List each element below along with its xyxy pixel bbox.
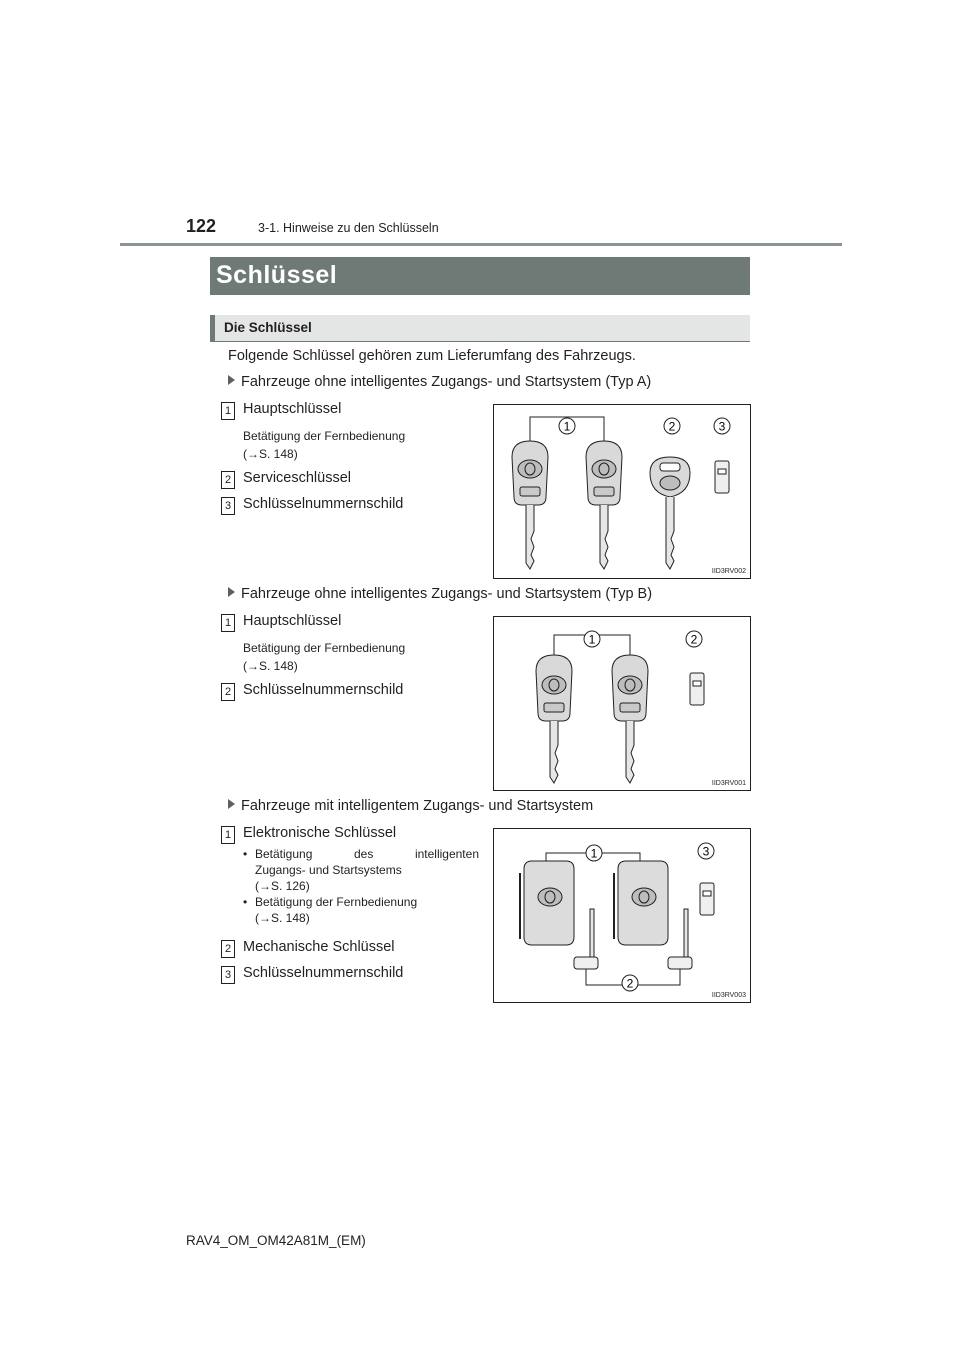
item-number-badge: 2 [221,940,235,958]
subtitle-bar [210,315,750,342]
intro-text: Folgende Schlüssel gehören zum Lieferumfang des Fahrzeugs. [228,348,636,364]
group-b-item2-label: Schlüsselnummernschild [243,682,404,698]
item-number-badge: 2 [221,471,235,489]
key-number-plate-icon [700,883,714,915]
subtitle-marker [210,315,215,341]
item-number-badge: 3 [221,497,235,515]
callout-3: 3 [718,419,726,434]
callout-1: 1 [590,846,598,861]
list-item [243,846,479,862]
group-b-item1-note-1: Betätigung der Fernbedienung [243,641,406,655]
bullet1-line2: Zugangs- und Startsystems [255,863,402,877]
key-number-plate-icon [715,461,729,493]
group-c-item3-label: Schlüsselnummernschild [243,965,404,981]
keys-illustration [494,617,750,790]
callout-3: 3 [702,844,710,859]
keys-illustration [494,829,750,1002]
item-number-badge: 1 [221,402,235,420]
group-a-item2-label: Serviceschlüssel [243,470,351,486]
list-item [243,910,479,926]
group-c-item2-label: Mechanische Schlüssel [243,939,395,955]
list-item [243,894,479,910]
figure-keys-smart [493,828,751,1003]
mechanical-key-icon [574,909,598,969]
header-divider [120,243,842,246]
bullet2-line2: (→S. 148) [255,911,310,925]
callout-2: 2 [626,976,634,991]
group-a-item1-label: Hauptschlüssel [243,401,342,417]
figure-code: IID3RV003 [711,992,746,999]
bullet2-line1: Betätigung der Fernbedienung [255,895,418,909]
group-b-item1-label: Hauptschlüssel [243,613,342,629]
group-b-heading [228,586,652,602]
group-b-item1-note-2: (→S. 148) [243,659,298,673]
page-number: 122 [186,216,217,236]
triangle-bullet-icon [228,375,235,385]
list-item [243,878,479,894]
group-c-item1-label: Elektronische Schlüssel [243,825,397,841]
service-key-icon [650,457,690,569]
electronic-key-icon [614,861,668,945]
item-number-badge: 3 [221,966,235,984]
bullet1-line1: Betätigung des intelligenten [255,847,479,861]
figure-keys-type-a [493,404,751,579]
figure-code: IID3RV001 [711,780,746,787]
keys-illustration [494,405,750,578]
page-title: Schlüssel [216,261,338,289]
triangle-bullet-icon [228,587,235,597]
group-c-heading [228,798,593,814]
figure-code: IID3RV002 [711,568,746,575]
key-number-plate-icon [690,673,704,705]
mechanical-key-icon [668,909,692,969]
main-key-icon [536,655,572,783]
group-a-item1-note-2: (→S. 148) [243,447,298,461]
bullet1-line3: (→S. 126) [255,879,310,893]
footer-doc-code: RAV4_OM_OM42A81M_(EM) [186,1233,366,1248]
group-c-bullets [243,846,479,926]
item-number-badge: 1 [221,826,235,844]
group-a-item3-label: Schlüsselnummernschild [243,496,404,512]
list-item [243,862,479,878]
main-key-icon [586,441,622,569]
group-a-heading-text: Fahrzeuge ohne intelligentes Zugangs- und Startsystem (Typ A) [241,374,652,390]
group-c-heading-text: Fahrzeuge mit intelligentem Zugangs- und Startsystem [241,798,594,814]
main-key-icon [512,441,548,569]
subtitle: Die Schlüssel [224,320,312,335]
group-a-item1-note-1: Betätigung der Fernbedienung [243,429,406,443]
figure-keys-type-b [493,616,751,791]
callout-2: 2 [668,419,676,434]
item-number-badge: 2 [221,683,235,701]
title-bar [210,257,750,295]
group-a-heading [228,374,651,390]
triangle-bullet-icon [228,799,235,809]
electronic-key-icon [520,861,574,945]
group-b-heading-text: Fahrzeuge ohne intelligentes Zugangs- und Startsystem (Typ B) [241,586,653,602]
bullet-dot-icon: • [243,895,248,909]
main-key-icon [612,655,648,783]
callout-2: 2 [690,632,698,647]
section-title: 3-1. Hinweise zu den Schlüsseln [258,221,439,235]
callout-1: 1 [563,419,571,434]
bullet-dot-icon: • [243,847,248,861]
item-number-badge: 1 [221,614,235,632]
callout-1: 1 [588,632,596,647]
